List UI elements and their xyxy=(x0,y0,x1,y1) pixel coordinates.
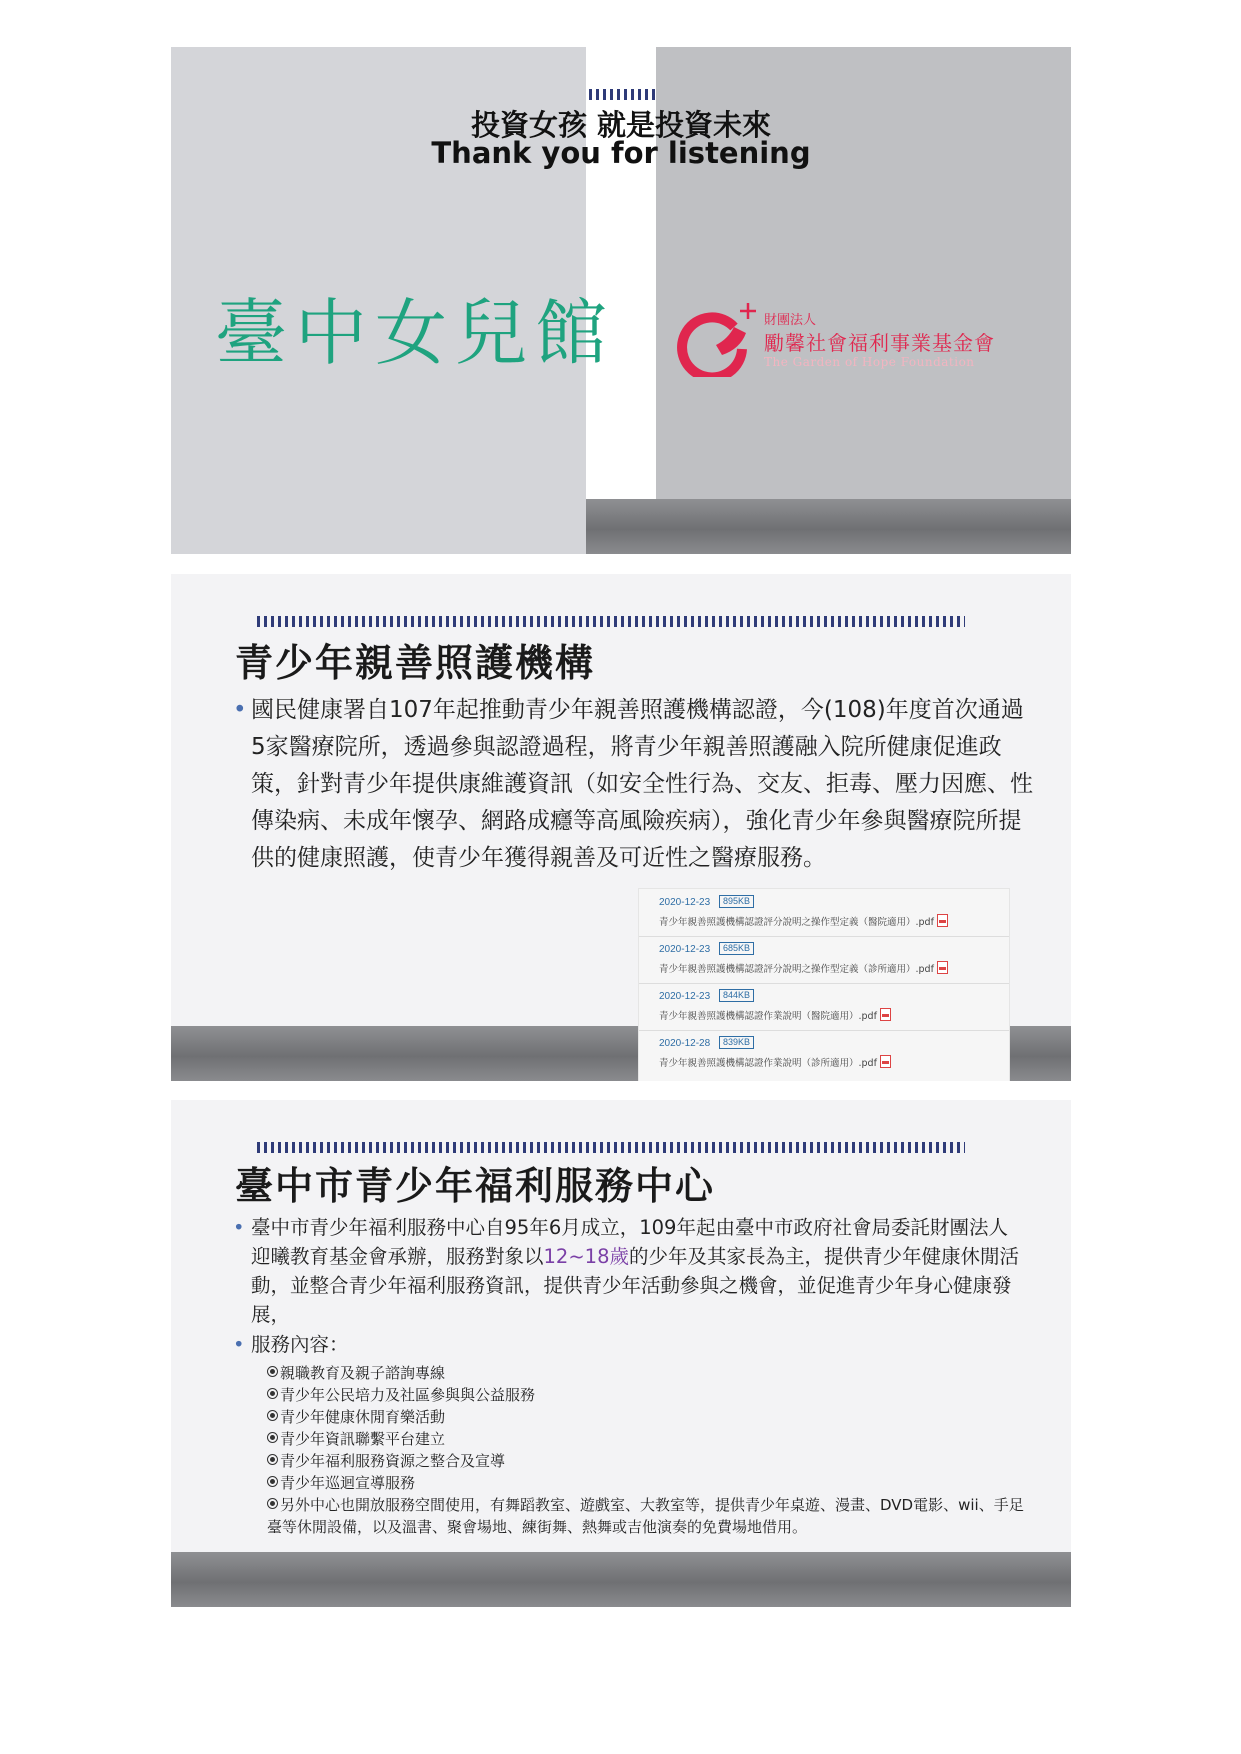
slide-title-zh: 投資女孩 就是投資未來 xyxy=(470,108,772,142)
bullet-text: 臺中市青少年福利服務中心自95年6月成立，109年起由臺中市政府社會局委託財團法人迎曦教育基金會承辦，服務對象以12~18歲的少年及其家長為主，提供青少年健康休閒活動，並整合青少年福利服務資訊，提供青少年活動參與之機會，並促進青少年身心健康發展， xyxy=(251,1216,1019,1326)
service-list xyxy=(267,1362,1027,1538)
circle-bullet-icon xyxy=(267,1498,278,1509)
service-item: 青少年福利服務資源之整合及宣導 xyxy=(267,1450,1027,1472)
download-file-link[interactable]: 青少年親善照護機構認證評分說明之操作型定義（診所適用）.pdf xyxy=(659,961,948,975)
decorative-stripes xyxy=(257,616,965,627)
download-date: 2020-12-28 xyxy=(659,1038,711,1049)
slide-youth-welfare-center xyxy=(171,1100,1071,1607)
bullet-text: 國民健康署自107年起推動青少年親善照護機構認證，今(108)年度首次通過5家醫療院所，透過參與認證過程，將青少年親善照護融入院所健康促進政策，針對青少年提供康維護資訊（如安全性行為、交友、拒毒、壓力因應、性傳染病、未成年懷孕、網路成癮等高風險疾病），強化青少年參與醫療院所提供的健康照護，使青少年獲得親善及可近性之醫療服務。 xyxy=(251,697,1033,871)
slide-thank-you xyxy=(171,47,1071,554)
download-file-link[interactable]: 青少年親善照護機構認證作業說明（診所適用）.pdf xyxy=(659,1055,891,1069)
slide-youth-friendly-care xyxy=(171,574,1071,1081)
circle-bullet-icon xyxy=(267,1366,278,1377)
slide-title: 青少年親善照護機構 xyxy=(235,641,596,685)
garden-of-hope-emblem-icon xyxy=(672,297,762,377)
download-size-badge: 685KB xyxy=(719,942,754,955)
bullet-dot: • xyxy=(233,1216,245,1239)
floor-strip xyxy=(171,1552,1071,1607)
slide-title-en: Thank you for listening xyxy=(431,136,811,170)
download-date: 2020-12-23 xyxy=(659,897,711,908)
circle-bullet-icon xyxy=(267,1476,278,1487)
bullet-dot: • xyxy=(233,1333,245,1356)
download-date: 2020-12-23 xyxy=(659,991,711,1002)
download-file-link[interactable]: 青少年親善照護機構認證作業說明（醫院適用）.pdf xyxy=(659,1008,891,1022)
org-type-label: 財團法人 xyxy=(764,313,817,328)
download-item[interactable] xyxy=(639,983,1009,1031)
decorative-stripes xyxy=(589,89,659,100)
bullet-text: 服務內容： xyxy=(251,1333,349,1356)
service-item: 親職教育及親子諮詢專線 xyxy=(267,1362,1027,1384)
download-list xyxy=(638,888,1010,1081)
org-english-label: The Garden of Hope Foundation xyxy=(764,355,975,369)
download-item[interactable] xyxy=(639,889,1009,937)
circle-bullet-icon xyxy=(267,1432,278,1443)
download-size-badge: 839KB xyxy=(719,1036,754,1049)
circle-bullet-icon xyxy=(267,1454,278,1465)
circle-bullet-icon xyxy=(267,1388,278,1399)
download-date: 2020-12-23 xyxy=(659,944,711,955)
service-item: 青少年資訊聯繫平台建立 xyxy=(267,1428,1027,1450)
download-size-badge: 844KB xyxy=(719,989,754,1002)
decorative-stripes xyxy=(257,1142,965,1153)
bullet-dot: • xyxy=(233,697,247,723)
age-range-highlight: 12~18歲 xyxy=(543,1245,629,1268)
service-item: 青少年健康休閒育樂活動 xyxy=(267,1406,1027,1428)
pdf-icon xyxy=(880,1055,891,1068)
download-size-badge: 895KB xyxy=(719,895,754,908)
org-name-label: 勵馨社會福利事業基金會 xyxy=(764,331,995,355)
floor-strip xyxy=(586,499,1071,554)
download-file-link[interactable]: 青少年親善照護機構認證評分說明之操作型定義（醫院適用）.pdf xyxy=(659,914,948,928)
pdf-icon xyxy=(937,961,948,974)
circle-bullet-icon xyxy=(267,1410,278,1421)
service-item: 青少年巡迴宣導服務 xyxy=(267,1472,1027,1494)
pdf-icon xyxy=(937,914,948,927)
garden-of-hope-logo xyxy=(672,297,1062,387)
taichung-girls-house-logo: 臺中女兒館 xyxy=(215,291,616,375)
download-item[interactable] xyxy=(639,1030,1009,1077)
slide-title: 臺中市青少年福利服務中心 xyxy=(235,1164,716,1208)
pdf-icon xyxy=(880,1008,891,1021)
download-item[interactable] xyxy=(639,936,1009,984)
service-item: 青少年公民培力及社區參與與公益服務 xyxy=(267,1384,1027,1406)
service-item: 另外中心也開放服務空間使用，有舞蹈教室、遊戲室、大教室等，提供青少年桌遊、漫畫、DVD電影、wii、手足臺等休閒設備，以及溫書、聚會場地、練街舞、熱舞或吉他演奏的免費場地借用。 xyxy=(267,1496,1024,1536)
